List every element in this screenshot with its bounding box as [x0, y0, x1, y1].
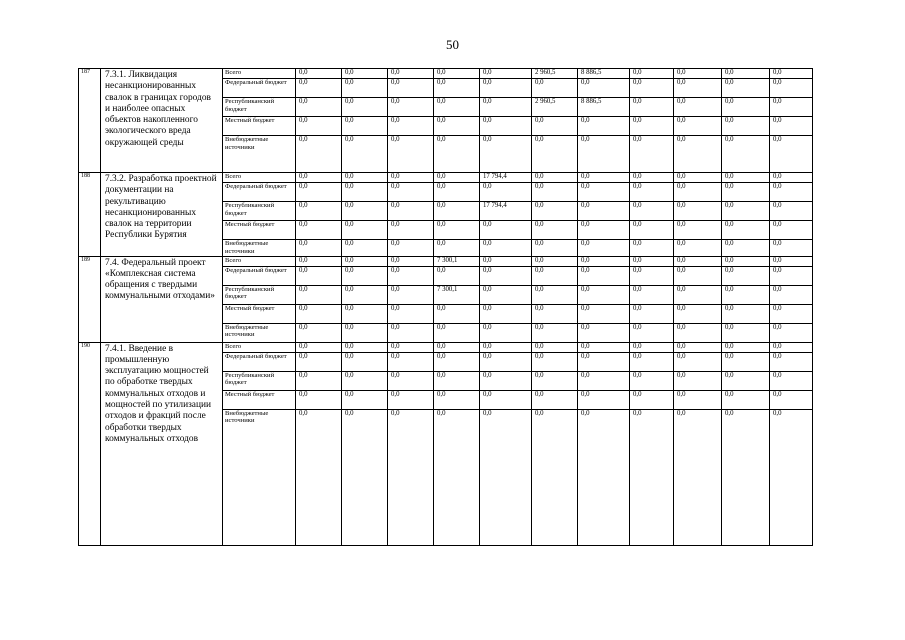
funding-source: Федеральный бюджет [223, 352, 296, 371]
value-cell: 0,0 [674, 256, 722, 266]
value-cell: 0,0 [480, 136, 532, 173]
value-cell: 0,0 [674, 266, 722, 285]
value-cell: 0,0 [630, 136, 674, 173]
value-cell: 0,0 [388, 221, 434, 240]
value-cell: 0,0 [770, 183, 813, 202]
value-cell: 0,0 [342, 304, 388, 323]
value-cell: 0,0 [674, 409, 722, 545]
value-cell: 0,0 [388, 136, 434, 173]
table-row [79, 69, 813, 79]
value-cell: 0,0 [296, 240, 342, 257]
value-cell: 0,0 [722, 285, 770, 304]
value-cell: 0,0 [674, 285, 722, 304]
value-cell: 0,0 [480, 69, 532, 79]
row-number: 189 [79, 256, 101, 342]
value-cell: 0,0 [722, 323, 770, 342]
value-cell: 0,0 [480, 221, 532, 240]
value-cell: 0,0 [532, 221, 578, 240]
value-cell: 0,0 [630, 240, 674, 257]
value-cell: 0,0 [674, 371, 722, 390]
value-cell: 0,0 [722, 79, 770, 98]
value-cell: 0,0 [770, 352, 813, 371]
value-cell: 0,0 [388, 352, 434, 371]
funding-source: Местный бюджет [223, 304, 296, 323]
value-cell: 0,0 [674, 173, 722, 183]
value-cell: 0,0 [770, 323, 813, 342]
value-cell: 0,0 [578, 173, 630, 183]
budget-table [78, 68, 813, 546]
value-cell: 0,0 [342, 240, 388, 257]
value-cell: 0,0 [630, 304, 674, 323]
value-cell: 0,0 [296, 98, 342, 117]
row-title: 7.3.2. Разработка проектной документации на рекультивацию несанкционированных свалок на территории Республики Бурятия [101, 173, 223, 257]
value-cell: 0,0 [630, 183, 674, 202]
value-cell: 0,0 [434, 221, 480, 240]
value-cell: 0,0 [532, 342, 578, 352]
value-cell: 0,0 [578, 371, 630, 390]
value-cell: 0,0 [434, 304, 480, 323]
value-cell: 0,0 [674, 202, 722, 221]
value-cell: 0,0 [674, 323, 722, 342]
value-cell: 0,0 [630, 202, 674, 221]
value-cell: 0,0 [342, 256, 388, 266]
value-cell: 0,0 [722, 202, 770, 221]
value-cell: 0,0 [630, 79, 674, 98]
value-cell: 0,0 [722, 342, 770, 352]
value-cell: 0,0 [342, 202, 388, 221]
funding-source: Республиканский бюджет [223, 202, 296, 221]
value-cell: 0,0 [434, 240, 480, 257]
value-cell: 7 300,1 [434, 256, 480, 266]
value-cell: 0,0 [342, 371, 388, 390]
value-cell: 0,0 [480, 304, 532, 323]
value-cell: 0,0 [480, 323, 532, 342]
value-cell: 0,0 [296, 390, 342, 409]
value-cell: 0,0 [388, 409, 434, 545]
value-cell: 0,0 [342, 409, 388, 545]
value-cell: 0,0 [770, 240, 813, 257]
value-cell: 0,0 [578, 342, 630, 352]
row-title: 7.4. Федеральный проект «Комплексная система обращения с твердыми коммунальными отходами» [101, 256, 223, 342]
value-cell: 0,0 [342, 117, 388, 136]
value-cell: 0,0 [532, 136, 578, 173]
value-cell: 17 794,4 [480, 202, 532, 221]
value-cell: 0,0 [388, 342, 434, 352]
value-cell: 0,0 [770, 390, 813, 409]
value-cell: 0,0 [770, 304, 813, 323]
value-cell: 0,0 [532, 173, 578, 183]
value-cell: 0,0 [722, 98, 770, 117]
funding-source: Внебюджетные источники [223, 240, 296, 257]
value-cell: 0,0 [532, 352, 578, 371]
value-cell: 0,0 [578, 256, 630, 266]
value-cell: 0,0 [578, 240, 630, 257]
value-cell: 0,0 [434, 409, 480, 545]
value-cell: 0,0 [342, 173, 388, 183]
value-cell: 0,0 [630, 266, 674, 285]
value-cell: 0,0 [480, 117, 532, 136]
funding-source: Республиканский бюджет [223, 285, 296, 304]
funding-source: Всего [223, 173, 296, 183]
value-cell: 0,0 [532, 390, 578, 409]
row-title: 7.3.1. Ликвидация несанкционированных свалок в границах городов и наиболее опасных объектов накопленного экологического вреда окружающей среды [101, 69, 223, 173]
value-cell: 0,0 [342, 266, 388, 285]
value-cell: 0,0 [722, 173, 770, 183]
value-cell: 0,0 [342, 352, 388, 371]
value-cell: 0,0 [630, 409, 674, 545]
value-cell: 0,0 [578, 285, 630, 304]
value-cell: 0,0 [388, 183, 434, 202]
value-cell: 0,0 [578, 221, 630, 240]
funding-source: Федеральный бюджет [223, 79, 296, 98]
value-cell: 0,0 [674, 390, 722, 409]
value-cell: 0,0 [342, 183, 388, 202]
funding-source: Всего [223, 256, 296, 266]
value-cell: 0,0 [674, 79, 722, 98]
value-cell: 0,0 [296, 323, 342, 342]
value-cell: 0,0 [342, 342, 388, 352]
value-cell: 0,0 [388, 79, 434, 98]
funding-source: Внебюджетные источники [223, 409, 296, 545]
value-cell: 0,0 [388, 323, 434, 342]
value-cell: 0,0 [722, 183, 770, 202]
value-cell: 0,0 [722, 266, 770, 285]
value-cell: 0,0 [434, 79, 480, 98]
value-cell: 0,0 [674, 240, 722, 257]
funding-source: Федеральный бюджет [223, 183, 296, 202]
value-cell: 0,0 [388, 69, 434, 79]
value-cell: 0,0 [532, 240, 578, 257]
value-cell: 0,0 [770, 266, 813, 285]
value-cell: 0,0 [722, 240, 770, 257]
value-cell: 8 886,5 [578, 98, 630, 117]
value-cell: 0,0 [342, 79, 388, 98]
row-number: 187 [79, 69, 101, 173]
value-cell: 0,0 [388, 117, 434, 136]
value-cell: 0,0 [434, 98, 480, 117]
value-cell: 0,0 [630, 117, 674, 136]
value-cell: 0,0 [434, 173, 480, 183]
value-cell: 0,0 [388, 98, 434, 117]
value-cell: 0,0 [388, 202, 434, 221]
value-cell: 0,0 [578, 183, 630, 202]
value-cell: 0,0 [480, 342, 532, 352]
value-cell: 2 960,5 [532, 98, 578, 117]
value-cell: 0,0 [770, 98, 813, 117]
value-cell: 0,0 [532, 304, 578, 323]
table-row [79, 256, 813, 266]
value-cell: 0,0 [296, 371, 342, 390]
value-cell: 0,0 [578, 323, 630, 342]
value-cell: 0,0 [388, 304, 434, 323]
value-cell: 0,0 [578, 304, 630, 323]
value-cell: 0,0 [296, 304, 342, 323]
value-cell: 0,0 [388, 256, 434, 266]
value-cell: 0,0 [770, 79, 813, 98]
value-cell: 0,0 [296, 285, 342, 304]
value-cell: 0,0 [630, 342, 674, 352]
value-cell: 0,0 [388, 390, 434, 409]
value-cell: 0,0 [480, 285, 532, 304]
value-cell: 0,0 [296, 79, 342, 98]
value-cell: 0,0 [770, 136, 813, 173]
value-cell: 0,0 [388, 266, 434, 285]
value-cell: 0,0 [532, 266, 578, 285]
value-cell: 0,0 [296, 202, 342, 221]
value-cell: 0,0 [630, 285, 674, 304]
value-cell: 0,0 [296, 256, 342, 266]
value-cell: 0,0 [388, 173, 434, 183]
value-cell: 0,0 [578, 409, 630, 545]
value-cell: 2 960,5 [532, 69, 578, 79]
value-cell: 17 794,4 [480, 173, 532, 183]
value-cell: 0,0 [434, 266, 480, 285]
value-cell: 0,0 [770, 285, 813, 304]
value-cell: 0,0 [296, 352, 342, 371]
value-cell: 0,0 [388, 240, 434, 257]
value-cell: 0,0 [578, 136, 630, 173]
value-cell: 0,0 [342, 323, 388, 342]
value-cell: 0,0 [578, 390, 630, 409]
value-cell: 0,0 [532, 285, 578, 304]
value-cell: 0,0 [674, 136, 722, 173]
value-cell: 0,0 [630, 98, 674, 117]
value-cell: 0,0 [630, 173, 674, 183]
value-cell: 0,0 [480, 256, 532, 266]
value-cell: 0,0 [674, 304, 722, 323]
value-cell: 0,0 [296, 117, 342, 136]
row-number: 190 [79, 342, 101, 545]
value-cell: 8 886,5 [578, 69, 630, 79]
value-cell: 0,0 [434, 371, 480, 390]
value-cell: 0,0 [532, 79, 578, 98]
value-cell: 0,0 [770, 117, 813, 136]
value-cell: 0,0 [480, 240, 532, 257]
value-cell: 0,0 [630, 371, 674, 390]
value-cell: 0,0 [630, 256, 674, 266]
value-cell: 0,0 [532, 371, 578, 390]
value-cell: 0,0 [722, 221, 770, 240]
funding-source: Всего [223, 69, 296, 79]
value-cell: 0,0 [722, 409, 770, 545]
value-cell: 0,0 [770, 221, 813, 240]
value-cell: 0,0 [770, 202, 813, 221]
value-cell: 0,0 [532, 183, 578, 202]
value-cell: 0,0 [342, 390, 388, 409]
value-cell: 0,0 [532, 409, 578, 545]
value-cell: 0,0 [722, 390, 770, 409]
page-number: 50 [446, 37, 459, 52]
value-cell: 0,0 [630, 69, 674, 79]
value-cell: 0,0 [296, 342, 342, 352]
value-cell: 0,0 [722, 256, 770, 266]
value-cell: 0,0 [674, 221, 722, 240]
value-cell: 0,0 [434, 69, 480, 79]
value-cell: 0,0 [770, 409, 813, 545]
value-cell: 0,0 [434, 323, 480, 342]
value-cell: 0,0 [480, 266, 532, 285]
value-cell: 0,0 [434, 352, 480, 371]
value-cell: 0,0 [674, 69, 722, 79]
value-cell: 0,0 [434, 136, 480, 173]
value-cell: 0,0 [630, 352, 674, 371]
value-cell: 0,0 [578, 117, 630, 136]
value-cell: 0,0 [342, 136, 388, 173]
value-cell: 0,0 [532, 117, 578, 136]
value-cell: 0,0 [342, 69, 388, 79]
funding-source: Республиканский бюджет [223, 98, 296, 117]
value-cell: 0,0 [674, 98, 722, 117]
value-cell: 0,0 [480, 390, 532, 409]
value-cell: 0,0 [770, 342, 813, 352]
funding-source: Местный бюджет [223, 221, 296, 240]
value-cell: 0,0 [296, 409, 342, 545]
funding-source: Внебюджетные источники [223, 136, 296, 173]
value-cell: 0,0 [296, 266, 342, 285]
value-cell: 0,0 [532, 323, 578, 342]
value-cell: 0,0 [578, 202, 630, 221]
value-cell: 0,0 [674, 352, 722, 371]
funding-source: Республиканский бюджет [223, 371, 296, 390]
funding-source: Внебюджетные источники [223, 323, 296, 342]
value-cell: 0,0 [630, 390, 674, 409]
value-cell: 0,0 [770, 69, 813, 79]
value-cell: 0,0 [578, 266, 630, 285]
funding-source: Местный бюджет [223, 390, 296, 409]
value-cell: 0,0 [296, 69, 342, 79]
value-cell: 0,0 [434, 117, 480, 136]
value-cell: 0,0 [630, 221, 674, 240]
value-cell: 0,0 [388, 285, 434, 304]
funding-source: Местный бюджет [223, 117, 296, 136]
table-body [79, 69, 813, 546]
value-cell: 0,0 [722, 304, 770, 323]
funding-source: Всего [223, 342, 296, 352]
value-cell: 0,0 [480, 409, 532, 545]
value-cell: 0,0 [770, 256, 813, 266]
value-cell: 0,0 [770, 173, 813, 183]
value-cell: 0,0 [722, 136, 770, 173]
value-cell: 0,0 [578, 352, 630, 371]
value-cell: 0,0 [630, 323, 674, 342]
value-cell: 0,0 [480, 352, 532, 371]
value-cell: 0,0 [722, 69, 770, 79]
value-cell: 0,0 [480, 371, 532, 390]
value-cell: 0,0 [674, 183, 722, 202]
value-cell: 0,0 [296, 221, 342, 240]
value-cell: 0,0 [770, 371, 813, 390]
value-cell: 0,0 [296, 173, 342, 183]
value-cell: 0,0 [532, 256, 578, 266]
value-cell: 0,0 [388, 371, 434, 390]
funding-source: Федеральный бюджет [223, 266, 296, 285]
value-cell: 0,0 [722, 371, 770, 390]
row-number: 188 [79, 173, 101, 257]
value-cell: 0,0 [434, 342, 480, 352]
value-cell: 0,0 [434, 202, 480, 221]
value-cell: 0,0 [722, 352, 770, 371]
value-cell: 0,0 [722, 117, 770, 136]
value-cell: 0,0 [434, 390, 480, 409]
value-cell: 0,0 [674, 117, 722, 136]
value-cell: 0,0 [578, 79, 630, 98]
value-cell: 0,0 [434, 183, 480, 202]
table-row [79, 173, 813, 183]
value-cell: 0,0 [480, 183, 532, 202]
value-cell: 0,0 [342, 98, 388, 117]
table-row [79, 342, 813, 352]
value-cell: 0,0 [532, 202, 578, 221]
row-title: 7.4.1. Введение в промышленную эксплуатацию мощностей по обработке твердых коммунальных отходов и мощностей по утилизации отходов и фракций после обработки твердых коммунальных отходов [101, 342, 223, 545]
value-cell: 0,0 [296, 183, 342, 202]
value-cell: 0,0 [480, 79, 532, 98]
value-cell: 0,0 [480, 98, 532, 117]
value-cell: 0,0 [342, 285, 388, 304]
value-cell: 0,0 [674, 342, 722, 352]
value-cell: 7 300,1 [434, 285, 480, 304]
value-cell: 0,0 [342, 221, 388, 240]
value-cell: 0,0 [296, 136, 342, 173]
